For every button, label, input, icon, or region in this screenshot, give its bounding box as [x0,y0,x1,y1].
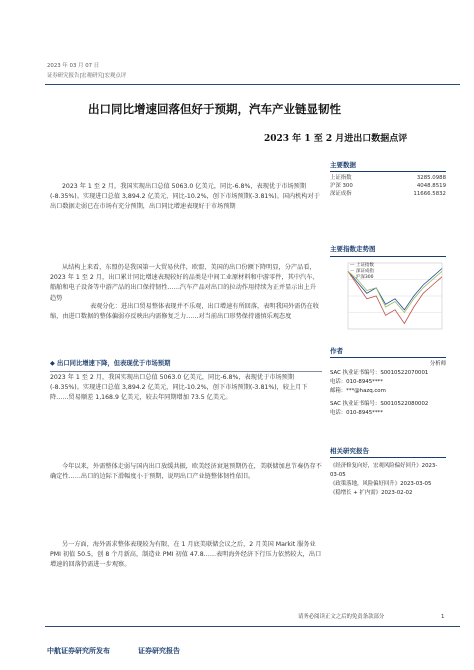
index-chart [330,259,446,339]
footer-publisher: 中航证券研究所发布 [47,647,110,655]
chart-legend [350,263,374,281]
section-paragraph-1: 2023 年 1 至 2 月，我国实现出口总值 5063.0 亿美元，同比-6.8%，表现优于市场预期(-8.35%)。实现进口总值 3,894.2 亿美元，同比-10.2%，创下市场预期(-3.81%)，较上月下降……贸易顺差 1,168.9 亿美元，较去年同期增加 73.5 亿美元。 [50,374,308,402]
section-paragraph-2: 今年以来，外需整体走弱与国内出口放缓共振，欧美经济衰退预期仍在，美联储加息节奏仍存不确定性……出口的边际下滑幅度小于预期，说明出口产业链整体韧性依旧。 [50,463,322,481]
diamond-icon: ◆ [50,360,55,367]
section-heading: ◆ 出口同比增速下降，但表现优于市场预期 [50,360,171,367]
legend-item: — 沪深300 [350,275,374,280]
sidebar-rule [330,171,446,172]
related-reports-list [330,462,446,498]
sidebar-rule [330,357,446,358]
footer-label: 证券研究报告 [138,647,180,655]
related-reports-heading: 相关研究报告 [330,447,369,455]
footer-rule [45,626,460,627]
page-number: 1 [441,614,445,620]
disclaimer: 请务必阅读正文之后的免责条款部分 [298,614,385,620]
breadcrumb: 证券研究报告|宏观研究|宏观点评 [47,73,127,79]
sidebar [330,160,446,198]
author-heading: 作者 [330,347,343,355]
related-report[interactable]: 《经济修复向好，宏观风险偏好回升》2023-03-05 [330,463,438,478]
market-row: 上证指数 3285.0988 [330,175,446,181]
author-role: 分析师 [429,361,446,367]
related-report[interactable]: 《稳增长 + 扩内需》2023-02-02 [330,490,413,496]
author-phone: 电话：010-8945**** [330,410,383,416]
header-rule [45,84,460,85]
market-data-heading: 主要数据 [330,161,356,169]
author-license: SAC 执业证书编号：S0010522070001 [330,370,429,376]
section-rule [50,371,322,372]
legend-item: — 上证指数 [350,263,374,268]
legend-item: — 深证成指 [350,269,374,274]
author-email: 邮箱：***@hazq.com [330,388,386,394]
report-date: 2023 年 03 月 07 日 [47,63,100,69]
summary-paragraph-3: 表观分化：进出口贸易整体表现并不乐观，出口增速有所回落，表明我国外需仍在收缩，由进口数据的整体偏弱亦反映出内需修复乏力……对当前出口形势保持谨慎乐观态度 [50,303,319,321]
summary-paragraph-1: 2023 年 1 至 2 月，我国实现出口总值 5063.0 亿美元，同比-6.8%，表现优于市场预期(-8.35%)。实现进口总值 3,894.2 亿美元，同比-10.2%，创下市场预期(-3.81%)。国内机构对于出口数据走弱已在市场有充分预期，出口同比增速表现好于市场预期 [50,183,320,211]
sidebar-rule [330,457,446,458]
market-row: 沪深 300 4048.8519 [330,183,446,189]
sidebar-rule [330,256,446,257]
summary-paragraph-2: 从结构上来看，东盟仍是我国第一大贸易伙伴，欧盟、美国的出口份额下降明显，分产品看，2023 年 1 至 2 月，出口累计同比增速表现较好的品类是中间工业原材料和中游零件，其中汽车、船舶和电子设备等中游产品的出口保持韧性……汽车产品对出口的拉动作用持续为正并显示出上升趋势 [50,264,319,302]
market-row: 深证成指 11666.5832 [330,191,446,197]
page-title: 出口同比增速回落但好于预期，汽车产业链显韧性 [88,102,341,116]
author-phone: 电话：010-8945**** [330,379,383,385]
author-license: SAC 执业证书编号：S0010522080002 [330,401,429,407]
index-chart-heading: 主要指数走势图 [330,245,376,253]
section-paragraph-3: 另一方面，海外需求整体表现较为有限，在 1 月底美联储会议之后，2 月美国 Markit 服务业 PMI 初值 50.5，创 8 个月新高，制造业 PMI 初值 47.8……表明海外经济下行压力依然较大，出口增速的回落仍需进一步观察。 [50,541,322,569]
page-subtitle: 2023 年 1 至 2 月进出口数据点评 [264,134,408,144]
author-block [330,360,446,418]
related-report[interactable]: 《政策落地，风险偏好回升》2023-03-05 [330,481,432,487]
